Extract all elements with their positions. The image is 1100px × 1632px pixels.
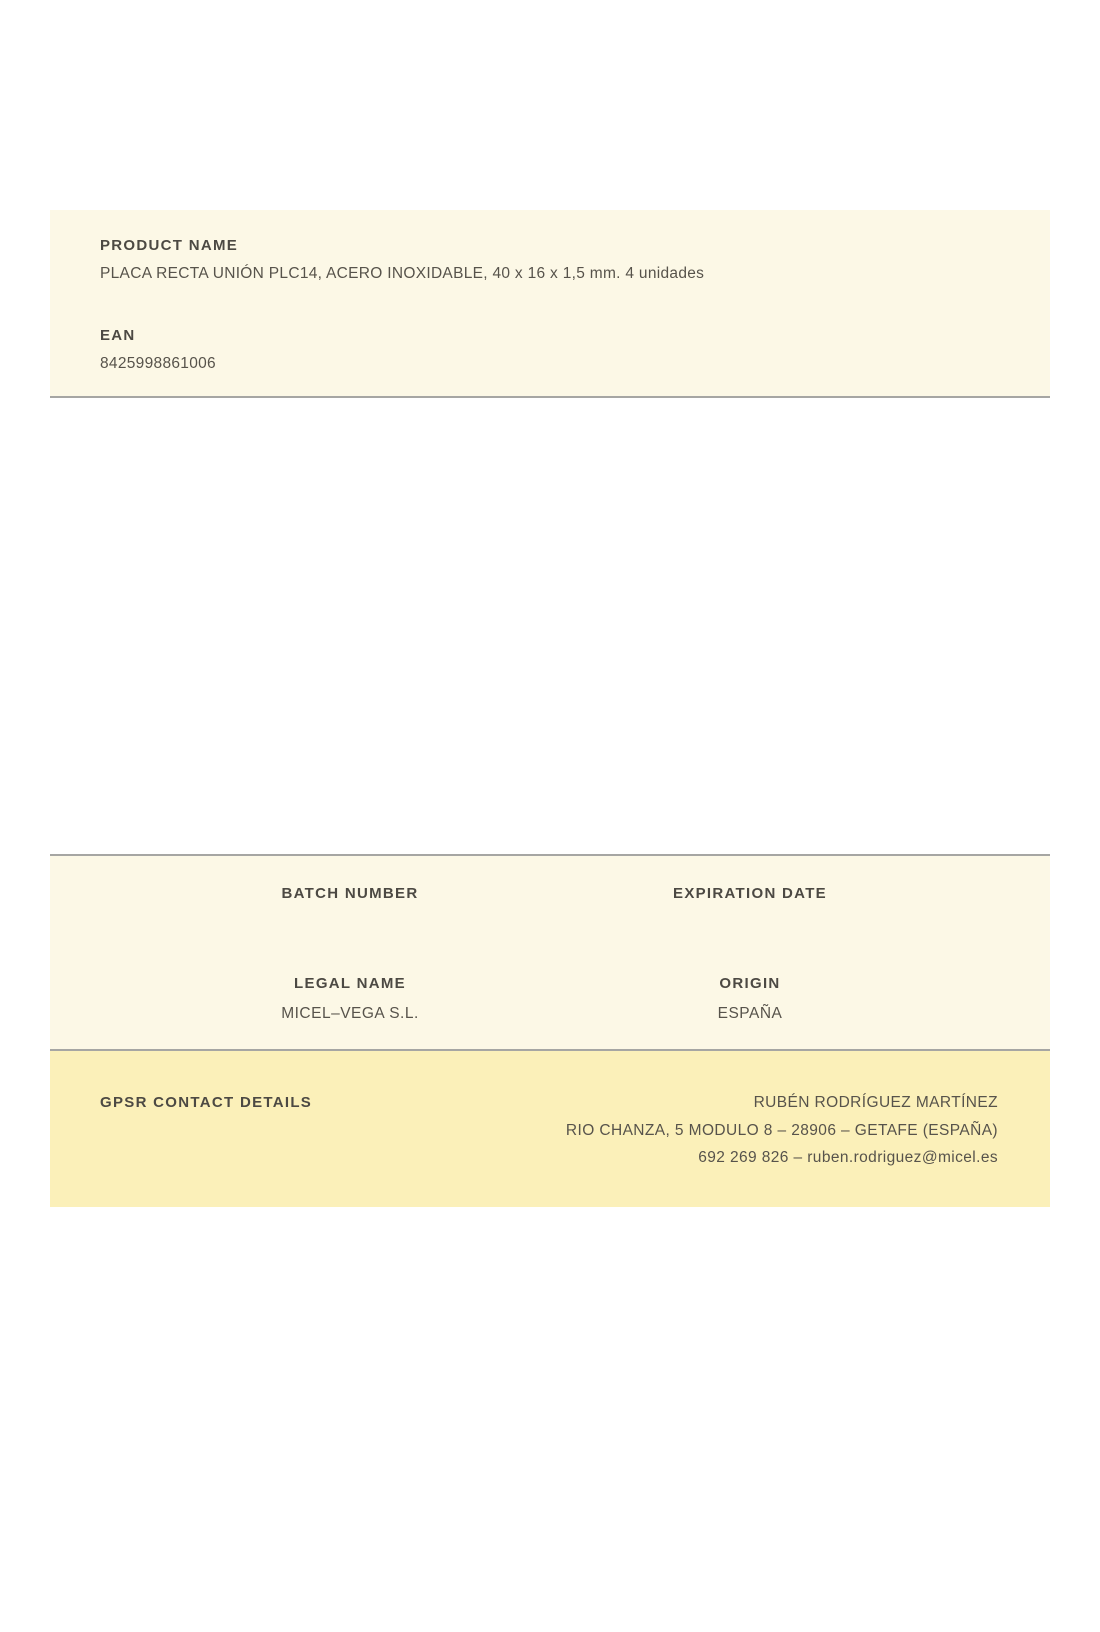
legal-name-field [150, 975, 550, 1022]
product-name-value: PLACA RECTA UNIÓN PLC14, ACERO INOXIDABLE, 40 x 16 x 1,5 mm. 4 unidades [100, 265, 705, 282]
gpsr-contact-panel [50, 1051, 1050, 1207]
gpsr-contact-phone-email: 692 269 826 – ruben.rodriguez@micel.es [698, 1149, 998, 1166]
gpsr-contact-address: RIO CHANZA, 5 MODULO 8 – 28906 – GETAFE (ESPAÑA) [565, 1121, 998, 1139]
product-name-field [100, 237, 1000, 282]
details-panel [50, 854, 1050, 1051]
legal-name-value: MICEL–VEGA S.L. [281, 1005, 419, 1022]
ean-label: EAN [100, 327, 136, 344]
gpsr-contact-name: RUBÉN RODRÍGUEZ MARTÍNEZ [753, 1094, 998, 1111]
product-info-panel [50, 210, 1050, 398]
gpsr-contact-label: GPSR CONTACT DETAILS [100, 1094, 313, 1111]
batch-number-field [150, 885, 550, 975]
batch-number-label: BATCH NUMBER [281, 885, 419, 902]
origin-value: ESPAÑA [717, 1005, 783, 1022]
legal-name-label: LEGAL NAME [294, 975, 406, 992]
origin-field [550, 975, 950, 1022]
details-grid [150, 885, 950, 1022]
expiration-date-field [550, 885, 950, 975]
gpsr-contact-block [566, 1089, 998, 1172]
ean-value: 8425998861006 [100, 355, 216, 372]
expiration-date-label: EXPIRATION DATE [673, 885, 827, 902]
ean-field [100, 327, 1000, 372]
product-name-label: PRODUCT NAME [100, 237, 239, 254]
origin-label: ORIGIN [719, 975, 781, 992]
